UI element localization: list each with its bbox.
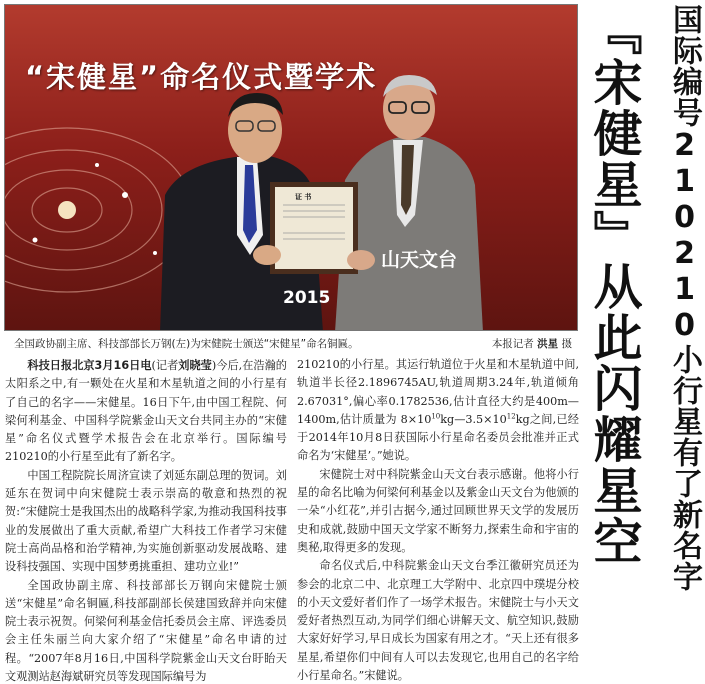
credit-suffix: 摄 — [561, 338, 572, 350]
paragraph: 宋健院士对中科院紫金山天文台表示感谢。他将小行星的命名比喻为何梁何利基金以及紫金山天文台为他颁的一朵“小红花”,并引古据今,通过回顾世界天文学的发展历史和成就,鼓励中国天文学家不断努力,探索生命和宇宙的奥秘,取得更多的发现。 — [297, 467, 579, 554]
paragraph-lead — [5, 356, 287, 467]
photo-caption — [14, 335, 574, 353]
credit-name: 洪星 — [537, 338, 559, 350]
paragraph: 命名仪式后,中科院紫金山天文台季江徽研究员还为参会的北京二中、北京理工大学附中、北京四中璞堤分校的小天文爱好者们作了一场学术报告。宋健院士与小天文爱好者热烈互动,为同学们细心讲解天文、航空知识,鼓励大家好好学习,早日成长为国家有用之才。“天上还有很多星星,希望你们中间有人可以去发现它,也用自己的名字给小行星命名。”宋健说。 — [297, 559, 579, 683]
banner-year: 2015 — [283, 288, 331, 308]
paragraph-continued: 210210的小行星。其运行轨道位于火星和木星轨道中间,轨道半长径2.1896745AU,轨道周期3.24年,轨道倾角2.67031°,偏心率0.1782536,估计直径大约是400m—1400m,估计质量为 $8\times 10^{10}kg—3.5\times 10^{12}kg$之间,已经于2014年10月8日获国际小行星命名委员会批准并正式命名为‘宋健星’。”她说。 — [297, 358, 579, 463]
lead-text: 今后,在浩瀚的太阳系之中,有一颗处在火星和木星轨道之间的小行星有了自己的名字——宋健星。16日下午,由中国工程院、何梁何利基金、中国科学院紫金山天文台共同主办的“宋健星”命名仪式暨学术报告会在北京举行。国际编号210210的小行星至此有了新名字。 — [5, 359, 287, 464]
photo-credit — [492, 335, 572, 353]
ceremony-photo — [4, 4, 578, 331]
certificate-title: 证 书 — [295, 193, 312, 201]
headline-kicker: 国际编号210210小行星有了新名字 — [667, 4, 702, 592]
caption-text: 全国政协副主席、科技部部长万钢(左)为宋健院士颁送“宋健星”命名铜匾。 — [14, 338, 359, 350]
article-column-1 — [5, 356, 287, 684]
headline-title: 『宋健星』从此闪耀星空 — [586, 6, 644, 567]
certificate-plaque — [270, 182, 358, 274]
dateline: 科技日报北京3月16日电 — [27, 359, 152, 372]
credit-prefix: 本报记者 — [491, 338, 534, 350]
reporter-name: 刘晓莹 — [178, 358, 212, 372]
sun-dot — [58, 201, 76, 219]
paragraph: 全国政协副主席、科技部部长万钢向宋健院士颁送“宋健星”命名铜匾,科技部副部长侯建国致辞并向宋健院士表示祝贺。何梁何利基金信托委员会主席、评选委员会主任朱丽兰向大家介绍了“宋健星”命名申请的过程。“2007年8月16日,中国科学院紫金山天文台盱眙天文观测站赵海斌研究员等发现国际编号为 — [5, 578, 287, 684]
banner-title: “宋健星”命名仪式暨学术 — [25, 60, 378, 94]
reporter-byline: (记者刘晓莹) — [151, 358, 217, 372]
ceremony-scene — [5, 5, 578, 331]
paragraph: 中国工程院院长周济宣读了刘延东副总理的贺词。刘延东在贺词中向宋健院士表示崇高的敬意和热烈的祝贺:“宋健院士是我国杰出的战略科学家,为推动我国科技事业的发展做出了重大贡献,希望广大科技工作者学习宋健院士高尚品格和治学精神,为实施创新驱动发展战略、建设科技强国、实现中国梦勇挑重担、建功立业!” — [5, 468, 287, 574]
banner-subtitle: 山天文台 — [381, 249, 458, 271]
article-column-2 — [297, 356, 579, 684]
